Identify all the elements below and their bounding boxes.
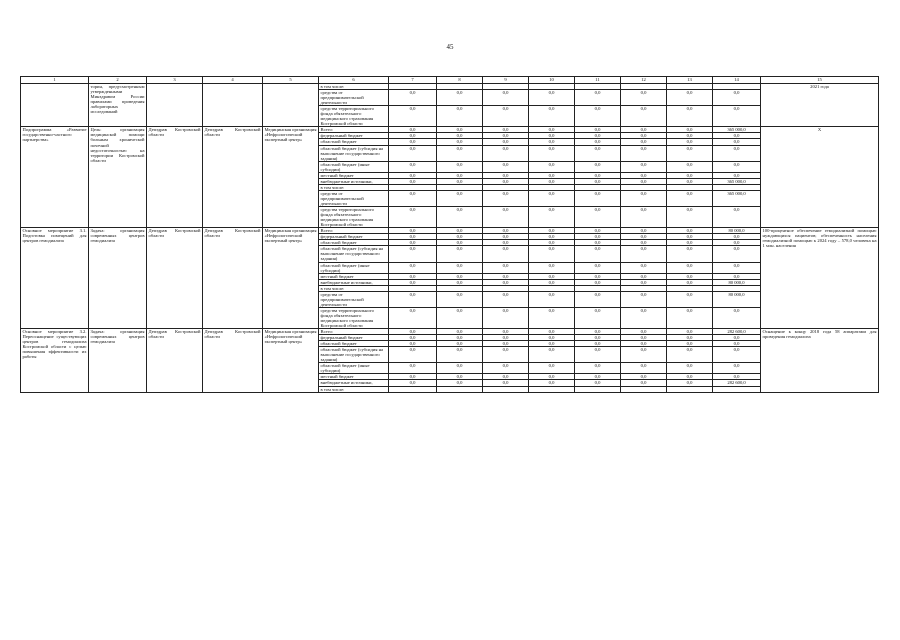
funding-value: 0,0: [713, 246, 761, 262]
funding-value: [437, 386, 483, 392]
funding-value: 0,0: [667, 246, 713, 262]
funding-value: 0,0: [667, 335, 713, 341]
measure-name: Подпрограмма «Развитие государственно-частного партнерства»: [21, 127, 89, 228]
funding-source-label: областной бюджет (иные субсидии): [319, 262, 389, 273]
funding-value: 0,0: [667, 207, 713, 228]
funding-value: 0,0: [389, 127, 437, 133]
funding-value: 0,0: [437, 172, 483, 178]
funding-value: 0,0: [713, 363, 761, 374]
column-number: 11: [575, 77, 621, 84]
funding-value: 0,0: [621, 139, 667, 145]
funding-value: 0,0: [575, 329, 621, 335]
funding-value: 0,0: [529, 380, 575, 386]
funding-value: 0,0: [483, 145, 529, 161]
funding-value: [529, 386, 575, 392]
funding-value: 0,0: [437, 139, 483, 145]
funding-value: 0,0: [667, 145, 713, 161]
funding-source-label: средства от предпринимательской деятельности: [319, 190, 389, 206]
funding-value: 0,0: [621, 291, 667, 307]
funding-value: 0,0: [713, 234, 761, 240]
funding-value: 0,0: [621, 335, 667, 341]
funding-value: 0,0: [575, 380, 621, 386]
funding-value: 0,0: [529, 106, 575, 127]
funding-value: 0,0: [575, 246, 621, 262]
funding-value: [389, 386, 437, 392]
funding-value: 0,0: [389, 145, 437, 161]
funding-value: 0,0: [389, 207, 437, 228]
funding-source-label: средства от предпринимательской деятельности: [319, 90, 389, 106]
funding-value: 0,0: [667, 291, 713, 307]
funding-value: 0,0: [529, 279, 575, 285]
funding-value: 0,0: [621, 374, 667, 380]
funding-value: 0,0: [437, 335, 483, 341]
funding-value: 0,0: [667, 127, 713, 133]
funding-value: 0,0: [437, 127, 483, 133]
funding-source-label: в том числе:: [319, 184, 389, 190]
funding-value: 0,0: [575, 374, 621, 380]
funding-source-label: областной бюджет (субсидия на выполнение государственного задания): [319, 246, 389, 262]
funding-value: 0,0: [389, 279, 437, 285]
funding-value: 0,0: [483, 178, 529, 184]
funding-value: 0,0: [437, 262, 483, 273]
funding-value: 0,0: [389, 363, 437, 374]
funding-source-label: в том числе:: [319, 386, 389, 392]
funding-source-label: средства от предпринимательской деятельности: [319, 291, 389, 307]
funding-value: 0,0: [529, 161, 575, 172]
cont-empty-cell: [263, 84, 319, 127]
funding-value: 0,0: [667, 307, 713, 328]
funding-value: 0,0: [529, 190, 575, 206]
funding-source-label: Всего:: [319, 127, 389, 133]
funding-value: 0,0: [621, 341, 667, 347]
funding-value: 0,0: [667, 234, 713, 240]
cont-col1: [21, 84, 89, 127]
funding-value: 0,0: [667, 262, 713, 273]
measure-executor: Депздрав Костромской области: [147, 228, 203, 329]
funding-value: 0,0: [483, 273, 529, 279]
funding-value: 0,0: [621, 262, 667, 273]
funding-value: 0,0: [389, 228, 437, 234]
funding-value: 0,0: [713, 207, 761, 228]
funding-value: 0,0: [483, 190, 529, 206]
funding-value: 0,0: [575, 228, 621, 234]
funding-value: 0,0: [437, 228, 483, 234]
funding-value: 0,0: [575, 240, 621, 246]
funding-value: 0,0: [575, 291, 621, 307]
funding-value: 0,0: [483, 234, 529, 240]
funding-value: 0,0: [389, 106, 437, 127]
funding-value: 0,0: [575, 133, 621, 139]
measure-goal: Задача: организация современных центров гемодиализа: [89, 329, 147, 393]
column-number: 7: [389, 77, 437, 84]
funding-value: 0,0: [483, 363, 529, 374]
funding-value: 0,0: [575, 190, 621, 206]
funding-value: 0,0: [529, 240, 575, 246]
funding-source-label: в том числе:: [319, 84, 389, 90]
funding-source-label: местный бюджет: [319, 374, 389, 380]
funding-value: 365 000,0: [713, 178, 761, 184]
funding-source-label: федеральный бюджет: [319, 335, 389, 341]
budget-table: [20, 76, 879, 393]
funding-value: 0,0: [621, 329, 667, 335]
funding-value: 0,0: [389, 341, 437, 347]
funding-value: 0,0: [713, 341, 761, 347]
funding-value: 0,0: [667, 190, 713, 206]
funding-value: 0,0: [483, 380, 529, 386]
measure-participant: Медицинская организация «Нефрологический экспертный центр»: [263, 228, 319, 329]
funding-value: 0,0: [575, 363, 621, 374]
funding-value: 0,0: [389, 374, 437, 380]
funding-value: 0,0: [621, 90, 667, 106]
funding-value: 0,0: [483, 246, 529, 262]
funding-value: 0,0: [389, 291, 437, 307]
funding-value: 0,0: [437, 145, 483, 161]
column-number: 6: [319, 77, 389, 84]
funding-source-label: областной бюджет (иные субсидии): [319, 161, 389, 172]
funding-value: [667, 386, 713, 392]
measure-goal: Цель: организация медицинской помощи больным хронической почечной недостаточностью на территории Костромской области: [89, 127, 147, 228]
measure-executor: Депздрав Костромской области: [147, 127, 203, 228]
funding-value: 0,0: [667, 240, 713, 246]
funding-value: 0,0: [529, 307, 575, 328]
funding-value: 0,0: [529, 262, 575, 273]
funding-value: 0,0: [667, 347, 713, 363]
funding-value: 0,0: [575, 262, 621, 273]
funding-value: 0,0: [529, 133, 575, 139]
funding-value: 0,0: [437, 291, 483, 307]
funding-value: 0,0: [621, 246, 667, 262]
funding-value: 0,0: [483, 133, 529, 139]
measure-goal: Задача: организация современных центров гемодиализа: [89, 228, 147, 329]
funding-value: 0,0: [437, 279, 483, 285]
column-number: 5: [263, 77, 319, 84]
funding-value: 0,0: [437, 207, 483, 228]
funding-value: 0,0: [437, 347, 483, 363]
funding-value: 0,0: [575, 161, 621, 172]
funding-value: 0,0: [483, 161, 529, 172]
measure-name: Основное мероприятие 3.2. Переоснащение существующих центров гемодиализа Костромской области с целью повышения эффективности их работы: [21, 329, 89, 393]
page-number: 45: [446, 43, 454, 51]
funding-value: 0,0: [437, 341, 483, 347]
funding-value: 0,0: [575, 273, 621, 279]
funding-value: 0,0: [621, 145, 667, 161]
funding-value: 0,0: [389, 190, 437, 206]
measure-coexecutor: Депздрав Костромской области: [203, 228, 263, 329]
funding-source-label: средства территориального фонда обязательного медицинского страхования Костромской области: [319, 307, 389, 328]
funding-value: 0,0: [713, 133, 761, 139]
cont-goal-text: торин, предусмотренным утвержденными Минздравом России правилами проведения лабораторных исследований: [89, 84, 147, 127]
funding-value: 0,0: [713, 106, 761, 127]
funding-value: 0,0: [621, 363, 667, 374]
measure-coexecutor: Депздрав Костромской области: [203, 329, 263, 393]
funding-value: 0,0: [713, 161, 761, 172]
funding-value: 0,0: [529, 291, 575, 307]
funding-value: 0,0: [483, 279, 529, 285]
funding-value: 0,0: [389, 273, 437, 279]
column-number: 10: [529, 77, 575, 84]
funding-value: 0,0: [389, 335, 437, 341]
cont-empty-cell: [203, 84, 263, 127]
funding-source-label: областной бюджет (субсидия на выполнение государственного задания): [319, 145, 389, 161]
funding-value: 0,0: [621, 106, 667, 127]
funding-value: 0,0: [713, 172, 761, 178]
funding-value: 0,0: [667, 341, 713, 347]
funding-value: 0,0: [621, 133, 667, 139]
funding-value: 0,0: [529, 172, 575, 178]
column-number: 8: [437, 77, 483, 84]
funding-value: 0,0: [529, 178, 575, 184]
funding-value: [713, 386, 761, 392]
funding-value: 0,0: [713, 374, 761, 380]
funding-value: 0,0: [483, 291, 529, 307]
funding-value: 0,0: [713, 145, 761, 161]
funding-value: 0,0: [667, 380, 713, 386]
funding-source-label: областной бюджет: [319, 341, 389, 347]
funding-source-label: областной бюджет: [319, 240, 389, 246]
measure-participant: Медицинская организация «Нефрологический экспертный центр»: [263, 127, 319, 228]
funding-value: 0,0: [667, 139, 713, 145]
funding-value: 0,0: [667, 161, 713, 172]
funding-value: 0,0: [621, 178, 667, 184]
measure-name: Основное мероприятие 3.1. Подготовка помещений для центров гемодиализа: [21, 228, 89, 329]
column-number: 14: [713, 77, 761, 84]
funding-value: 0,0: [575, 139, 621, 145]
funding-value: 0,0: [437, 178, 483, 184]
funding-value: 0,0: [483, 347, 529, 363]
funding-value: 0,0: [667, 178, 713, 184]
funding-value: 0,0: [389, 234, 437, 240]
funding-value: 0,0: [529, 335, 575, 341]
funding-value: 0,0: [389, 133, 437, 139]
funding-source-label: местный бюджет: [319, 273, 389, 279]
funding-value: 0,0: [389, 262, 437, 273]
funding-value: 0,0: [621, 127, 667, 133]
funding-value: 0,0: [389, 90, 437, 106]
funding-value: 0,0: [483, 90, 529, 106]
funding-value: 0,0: [437, 106, 483, 127]
funding-value: 0,0: [621, 307, 667, 328]
funding-value: 0,0: [483, 307, 529, 328]
funding-value: [621, 386, 667, 392]
funding-value: 0,0: [529, 145, 575, 161]
column-number: 13: [667, 77, 713, 84]
funding-value: 0,0: [483, 127, 529, 133]
funding-value: 0,0: [483, 374, 529, 380]
funding-value: 0,0: [437, 246, 483, 262]
funding-value: 0,0: [667, 90, 713, 106]
funding-value: 0,0: [575, 207, 621, 228]
funding-value: 0,0: [713, 347, 761, 363]
funding-value: 0,0: [483, 341, 529, 347]
funding-source-label: областной бюджет (субсидия на выполнение государственного задания): [319, 347, 389, 363]
funding-value: 0,0: [713, 262, 761, 273]
funding-value: 0,0: [575, 127, 621, 133]
cont-result-note: 2021 года: [761, 84, 879, 127]
funding-source-label: средства территориального фонда обязательного медицинского страхования Костромской области: [319, 106, 389, 127]
funding-value: 0,0: [667, 329, 713, 335]
funding-value: 0,0: [437, 190, 483, 206]
funding-value: 0,0: [621, 228, 667, 234]
funding-value: 0,0: [667, 279, 713, 285]
funding-value: 0,0: [529, 207, 575, 228]
funding-value: 0,0: [529, 347, 575, 363]
funding-value: 0,0: [621, 240, 667, 246]
funding-value: 0,0: [529, 273, 575, 279]
funding-value: 0,0: [483, 106, 529, 127]
funding-value: 0,0: [437, 374, 483, 380]
funding-value: 0,0: [389, 380, 437, 386]
funding-value: 0,0: [575, 145, 621, 161]
funding-value: 0,0: [575, 178, 621, 184]
funding-value: 0,0: [529, 341, 575, 347]
column-number: 2: [89, 77, 147, 84]
funding-value: 0,0: [389, 329, 437, 335]
funding-value: 0,0: [437, 363, 483, 374]
funding-value: 282 600,0: [713, 329, 761, 335]
funding-value: 0,0: [575, 341, 621, 347]
column-number: 4: [203, 77, 263, 84]
funding-value: 0,0: [621, 234, 667, 240]
measure-result: Х: [761, 127, 879, 228]
funding-value: 0,0: [437, 90, 483, 106]
funding-value: 0,0: [389, 246, 437, 262]
funding-value: 0,0: [575, 234, 621, 240]
funding-value: 0,0: [575, 90, 621, 106]
funding-value: 0,0: [621, 279, 667, 285]
funding-value: 0,0: [713, 139, 761, 145]
funding-value: [575, 386, 621, 392]
measure-result: 100-процентное обеспечение гемодиализной помощью нуждающихся пациентов; обеспеченность населения гемодиализной помощью к 2024 году – 578,0 человека на 1 млн. населения: [761, 228, 879, 329]
funding-value: 0,0: [389, 178, 437, 184]
funding-value: 0,0: [389, 172, 437, 178]
funding-source-label: в том числе:: [319, 285, 389, 291]
funding-value: 0,0: [621, 380, 667, 386]
funding-value: 0,0: [713, 335, 761, 341]
funding-source-label: федеральный бюджет: [319, 234, 389, 240]
funding-value: 365 000,0: [713, 127, 761, 133]
measure-participant: Медицинская организация «Нефрологический экспертный центр»: [263, 329, 319, 393]
funding-value: 0,0: [529, 228, 575, 234]
funding-value: 0,0: [483, 207, 529, 228]
funding-source-label: Всего:: [319, 228, 389, 234]
funding-value: 282 600,0: [713, 380, 761, 386]
funding-source-label: областной бюджет (иные субсидии): [319, 363, 389, 374]
funding-value: 0,0: [575, 347, 621, 363]
funding-value: 0,0: [575, 307, 621, 328]
funding-value: 0,0: [575, 279, 621, 285]
funding-value: 0,0: [667, 273, 713, 279]
funding-value: 0,0: [529, 127, 575, 133]
measure-result: Оснащение к концу 2018 года 58 аппаратами для проведения гемодиализа: [761, 329, 879, 393]
funding-value: [483, 386, 529, 392]
column-number: 9: [483, 77, 529, 84]
funding-value: 0,0: [667, 228, 713, 234]
funding-value: 0,0: [575, 335, 621, 341]
funding-value: 0,0: [621, 207, 667, 228]
funding-source-label: средства территориального фонда обязательного медицинского страхования Костромской области: [319, 207, 389, 228]
funding-value: 0,0: [389, 307, 437, 328]
funding-value: 0,0: [667, 172, 713, 178]
funding-value: 0,0: [483, 228, 529, 234]
funding-value: 0,0: [575, 172, 621, 178]
funding-value: 0,0: [483, 262, 529, 273]
funding-source-label: внебюджетные источники,: [319, 380, 389, 386]
funding-value: 0,0: [529, 246, 575, 262]
funding-source-label: федеральный бюджет: [319, 133, 389, 139]
measure-executor: Депздрав Костромской области: [147, 329, 203, 393]
funding-value: 0,0: [529, 329, 575, 335]
funding-source-label: областной бюджет: [319, 139, 389, 145]
funding-source-label: Всего:: [319, 329, 389, 335]
funding-value: 0,0: [483, 335, 529, 341]
funding-source-label: внебюджетные источники,: [319, 279, 389, 285]
funding-value: 0,0: [389, 240, 437, 246]
funding-value: 0,0: [667, 363, 713, 374]
column-number: 15: [761, 77, 879, 84]
funding-value: 0,0: [483, 329, 529, 335]
funding-value: 0,0: [529, 363, 575, 374]
funding-value: 0,0: [621, 190, 667, 206]
funding-value: 80 000,0: [713, 228, 761, 234]
funding-value: 365 000,0: [713, 190, 761, 206]
cont-empty-cell: [147, 84, 203, 127]
funding-value: 0,0: [483, 240, 529, 246]
column-number-row: [21, 77, 879, 84]
funding-value: 0,0: [389, 161, 437, 172]
funding-value: 0,0: [667, 133, 713, 139]
funding-value: 0,0: [437, 329, 483, 335]
funding-value: 0,0: [483, 172, 529, 178]
funding-value: 0,0: [529, 374, 575, 380]
funding-value: 0,0: [529, 234, 575, 240]
funding-source-label: внебюджетные источники,: [319, 178, 389, 184]
column-number: 1: [21, 77, 89, 84]
funding-value: 0,0: [389, 347, 437, 363]
funding-value: 0,0: [437, 234, 483, 240]
measure-coexecutor: Депздрав Костромской области: [203, 127, 263, 228]
funding-value: 0,0: [575, 106, 621, 127]
column-number: 12: [621, 77, 667, 84]
funding-value: 0,0: [713, 90, 761, 106]
column-number: 3: [147, 77, 203, 84]
funding-value: 0,0: [713, 273, 761, 279]
funding-value: 0,0: [667, 374, 713, 380]
funding-value: 0,0: [389, 139, 437, 145]
funding-value: 0,0: [529, 139, 575, 145]
funding-value: 80 000,0: [713, 279, 761, 285]
funding-source-label: местный бюджет: [319, 172, 389, 178]
funding-value: 0,0: [437, 240, 483, 246]
funding-value: 0,0: [621, 273, 667, 279]
funding-value: 0,0: [437, 380, 483, 386]
funding-value: 0,0: [621, 161, 667, 172]
funding-value: 0,0: [437, 161, 483, 172]
funding-value: 0,0: [713, 240, 761, 246]
funding-value: 0,0: [667, 106, 713, 127]
funding-value: 0,0: [437, 307, 483, 328]
funding-value: 0,0: [437, 133, 483, 139]
funding-value: 0,0: [621, 347, 667, 363]
funding-value: 80 000,0: [713, 291, 761, 307]
funding-value: 0,0: [483, 139, 529, 145]
funding-value: 0,0: [529, 90, 575, 106]
funding-value: 0,0: [437, 273, 483, 279]
funding-value: 0,0: [713, 307, 761, 328]
funding-value: 0,0: [621, 172, 667, 178]
